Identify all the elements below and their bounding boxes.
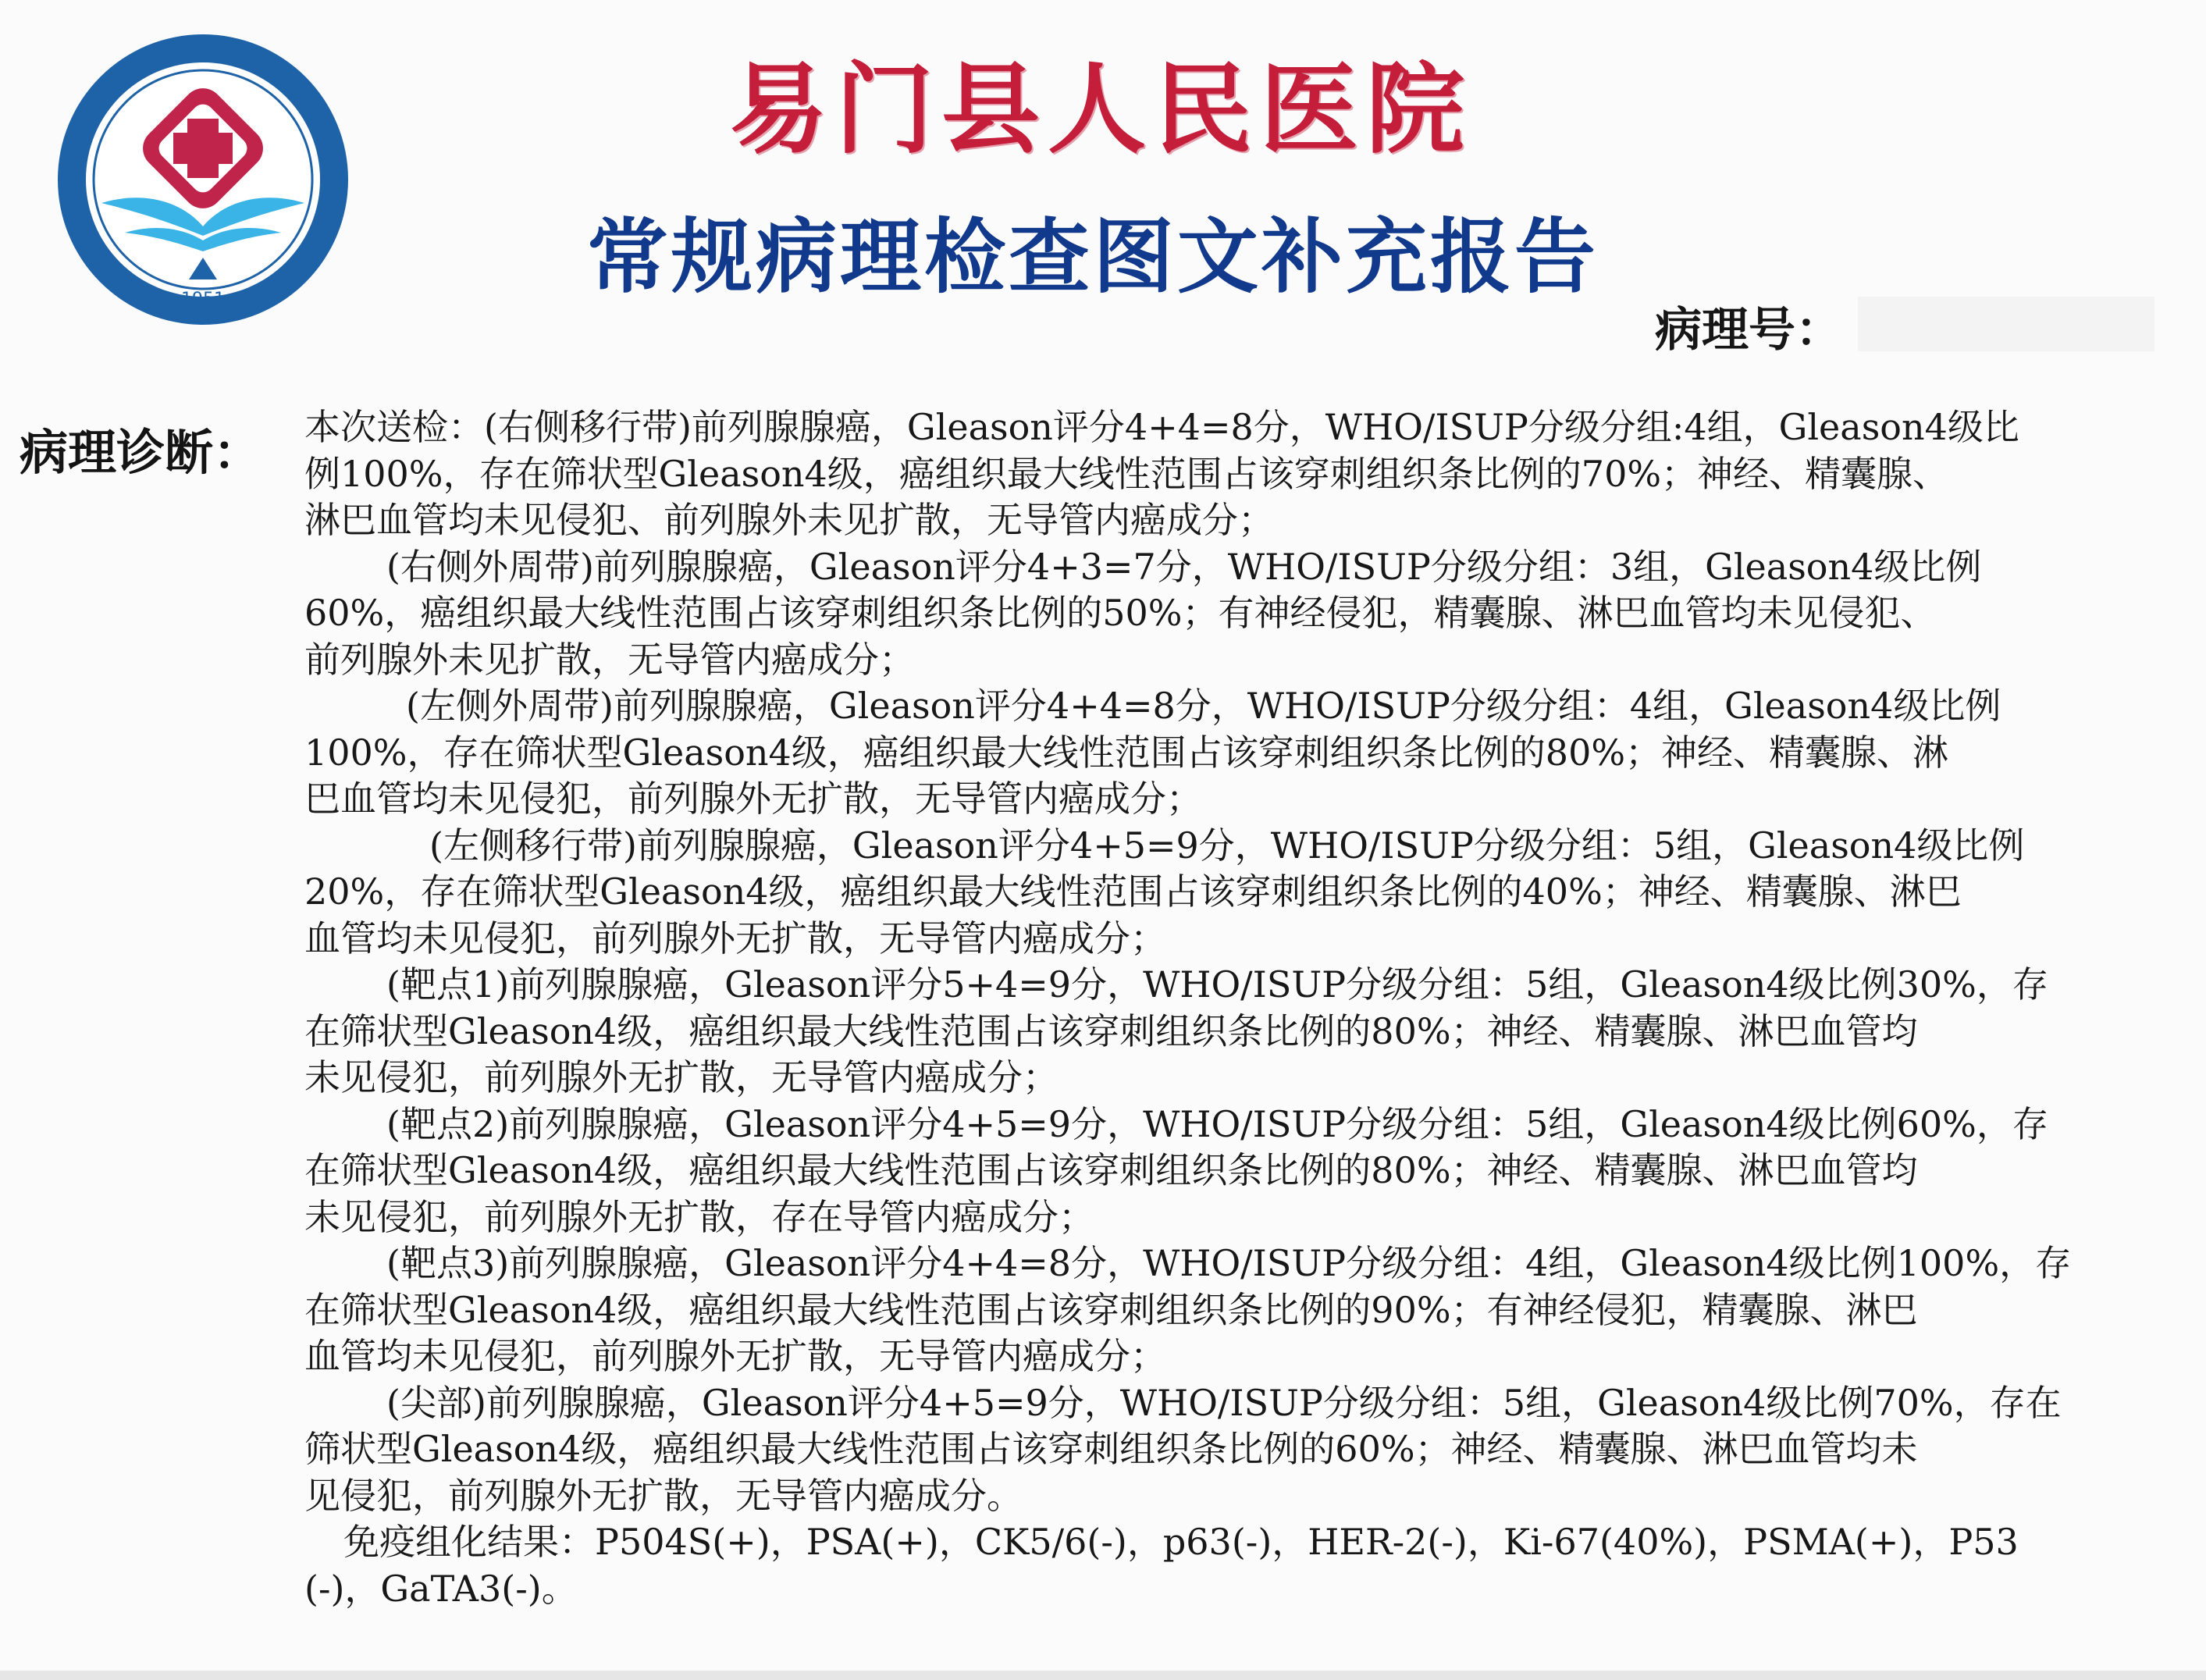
pathology-number-value	[1858, 297, 2154, 351]
diagnosis-line: (靶点2)前列腺腺癌，Gleason评分4+5=9分，WHO/ISUP分级分组：5组，Gleason4级比例60%，存	[386, 1102, 2048, 1145]
pathology-number-label: 病理号：	[1655, 303, 1842, 358]
diagnosis-line: (靶点1)前列腺腺癌，Gleason评分5+4=9分，WHO/ISUP分级分组：5组，Gleason4级比例30%，存	[386, 963, 2048, 1006]
diagnosis-label: 病理诊断：	[20, 424, 262, 481]
diagnosis-line: 血管均未见侵犯，前列腺外无扩散，无导管内癌成分；	[304, 1335, 1166, 1377]
diagnosis-line: 见侵犯，前列腺外无扩散，无导管内癌成分。	[304, 1474, 1023, 1517]
diagnosis-line: (左侧外周带)前列腺腺癌，Gleason评分4+4=8分，WHO/ISUP分级分组：4组，Gleason4级比例	[406, 685, 2001, 727]
diagnosis-line: 本次送检：(右侧移行带)前列腺腺癌，Gleason评分4+4=8分，WHO/ISUP分级分组:4组，Gleason4级比	[304, 406, 2019, 448]
hospital-name: 易门县人民医院	[729, 52, 1472, 167]
hospital-emblem-icon	[55, 31, 351, 328]
diagnosis-line: (左侧移行带)前列腺腺癌，Gleason评分4+5=9分，WHO/ISUP分级分组：5组，Gleason4级比例	[429, 824, 2025, 867]
ihc-result-line: (-)，GaTA3(-)。	[304, 1567, 578, 1610]
diagnosis-line: 20%，存在筛状型Gleason4级，癌组织最大线性范围占该穿刺组织条比例的40%；神经、精囊腺、淋巴	[304, 870, 1962, 913]
ihc-result-line: 免疫组化结果：P504S(+)，PSA(+)，CK5/6(-)，p63(-)，HER-2(-)，Ki-67(40%)，PSMA(+)，P53	[343, 1521, 2019, 1563]
diagnosis-line: 淋巴血管均未见侵犯、前列腺外未见扩散，无导管内癌成分；	[304, 499, 1274, 541]
diagnosis-line: 未见侵犯，前列腺外无扩散，存在导管内癌成分；	[304, 1195, 1094, 1238]
diagnosis-line: 血管均未见侵犯，前列腺外无扩散，无导管内癌成分；	[304, 917, 1166, 959]
diagnosis-line: 60%，癌组织最大线性范围占该穿刺组织条比例的50%；有神经侵犯，精囊腺、淋巴血管均未见侵犯、	[304, 592, 1937, 634]
diagnosis-line: 在筛状型Gleason4级，癌组织最大线性范围占该穿刺组织条比例的90%；有神经侵犯，精囊腺、淋巴	[304, 1288, 1918, 1331]
diagnosis-line: 未见侵犯，前列腺外无扩散，无导管内癌成分；	[304, 1056, 1059, 1098]
diagnosis-line: 筛状型Gleason4级，癌组织最大线性范围占该穿刺组织条比例的60%；神经、精囊腺、淋巴血管均未	[304, 1428, 1918, 1470]
diagnosis-line: 前列腺外未见扩散，无导管内癌成分；	[304, 638, 915, 681]
diagnosis-line: 例100%，存在筛状型Gleason4级，癌组织最大线性范围占该穿刺组织条比例的70%；神经、精囊腺、	[304, 452, 1949, 495]
diagnosis-line: (右侧外周带)前列腺腺癌，Gleason评分4+3=7分，WHO/ISUP分级分组：3组，Gleason4级比例	[386, 545, 1982, 588]
report-title: 常规病理检查图文补充报告	[586, 209, 1599, 304]
diagnosis-line: 在筛状型Gleason4级，癌组织最大线性范围占该穿刺组织条比例的80%；神经、精囊腺、淋巴血管均	[304, 1009, 1918, 1052]
diagnosis-line: (尖部)前列腺腺癌，Gleason评分4+5=9分，WHO/ISUP分级分组：5组，Gleason4级比例70%，存在	[386, 1381, 2062, 1424]
diagnosis-body	[304, 404, 2147, 1612]
diagnosis-line: 100%，存在筛状型Gleason4级，癌组织最大线性范围占该穿刺组织条比例的80%；神经、精囊腺、淋	[304, 731, 1949, 774]
page-bottom-edge	[0, 1671, 2206, 1680]
diagnosis-line: 在筛状型Gleason4级，癌组织最大线性范围占该穿刺组织条比例的80%；神经、精囊腺、淋巴血管均	[304, 1149, 1918, 1191]
logo-year: 1951	[181, 290, 225, 309]
diagnosis-line: 巴血管均未见侵犯，前列腺外无扩散，无导管内癌成分；	[304, 778, 1202, 820]
diagnosis-line: (靶点3)前列腺腺癌，Gleason评分4+4=8分，WHO/ISUP分级分组：4组，Gleason4级比例100%，存	[386, 1242, 2072, 1284]
hospital-logo	[55, 31, 351, 328]
